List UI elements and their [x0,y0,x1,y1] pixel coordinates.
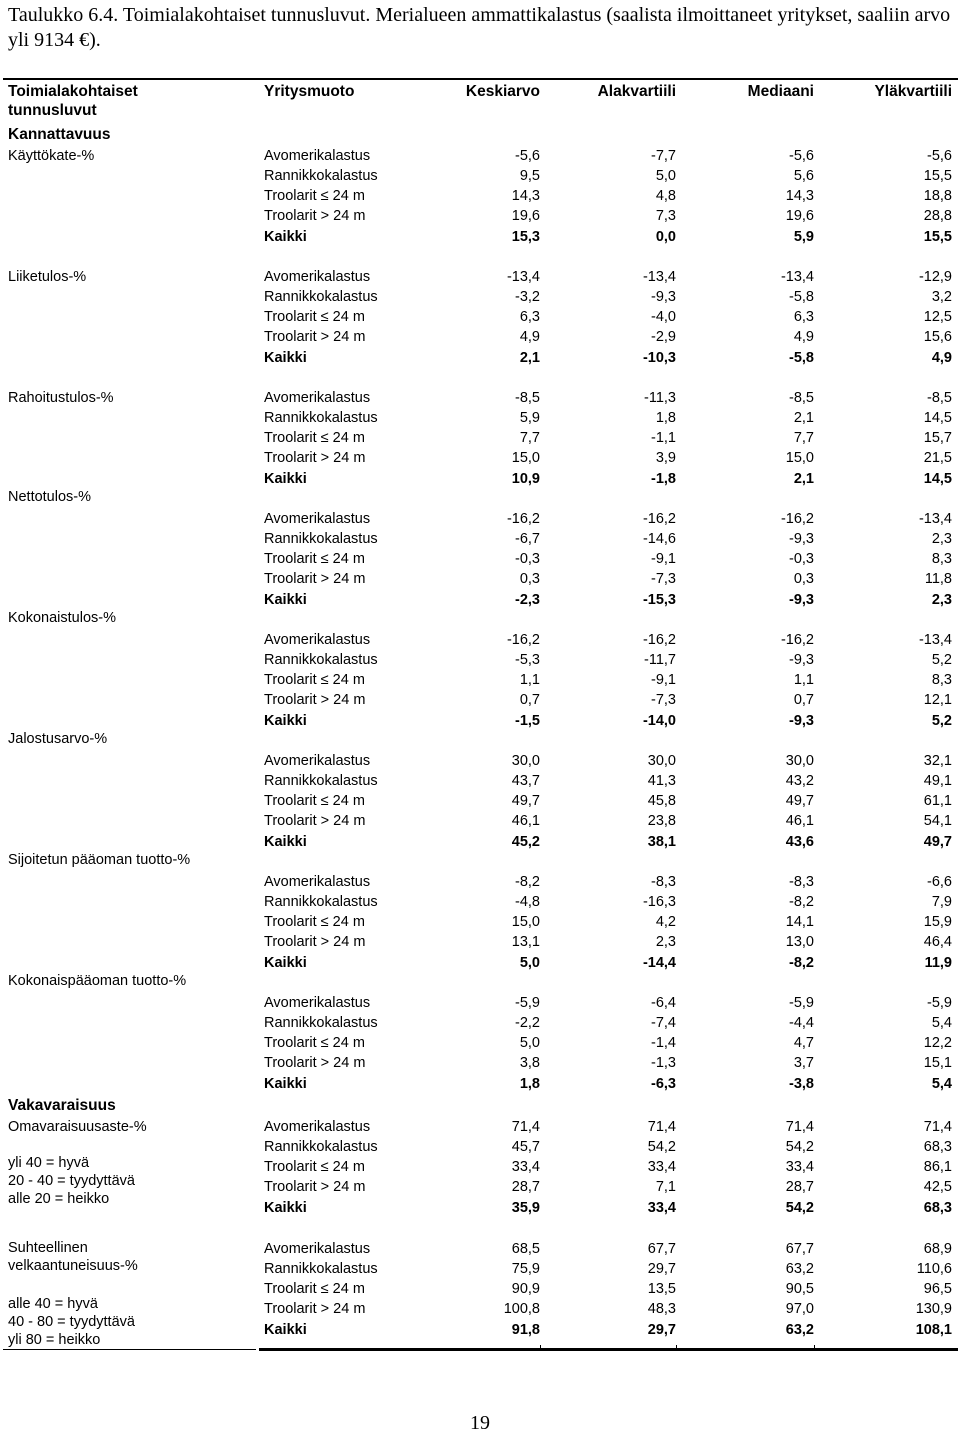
table-bottom-rule [259,1348,958,1351]
table-cell: 68,9 [923,1241,952,1257]
header-company-form: Yritysmuoto [264,83,355,100]
company-form-label: Troolarit ≤ 24 m [264,672,365,689]
table-cell: -4,0 [651,309,676,326]
table-cell: 3,7 [793,1055,814,1072]
table-cell: 14,5 [923,410,952,427]
table-cell: 71,4 [785,1119,814,1135]
table-cell: 90,9 [511,1281,540,1298]
column-tick [814,1345,815,1351]
table-cell: 38,1 [647,833,676,850]
table-cell: -1,4 [651,1035,676,1052]
company-form-label: Troolarit ≤ 24 m [264,1281,365,1298]
table-cell: -2,2 [515,1015,540,1032]
table-cell: 7,7 [519,430,540,447]
header-indicators: Toimialakohtaiset tunnusluvut [8,83,138,119]
company-form-label: Rannikkokalastus [264,894,378,911]
table-cell: 4,7 [793,1035,814,1052]
page-number: 19 [470,1412,490,1434]
table-cell: -8,3 [651,874,676,890]
table-cell: 41,3 [647,773,676,790]
table-cell: 8,3 [931,672,952,689]
company-form-label: Rannikkokalastus [264,1139,378,1156]
table-cell: 5,4 [931,1015,952,1032]
table-cell: 33,4 [511,1159,540,1176]
table-cell: -7,3 [651,571,676,588]
table-cell: 18,8 [923,188,952,205]
table-cell: -8,5 [927,390,952,406]
company-form-label: Troolarit ≤ 24 m [264,793,365,810]
table-cell: 9,5 [519,168,540,185]
table-cell: 13,0 [785,934,814,951]
table-cell: -5,9 [515,995,540,1011]
company-form-label: Troolarit ≤ 24 m [264,430,365,447]
table-cell: 0,0 [655,228,676,245]
company-form-label: Rannikkokalastus [264,773,378,790]
company-form-label: Troolarit > 24 m [264,1179,366,1196]
table-cell: 110,6 [916,1261,952,1278]
table-cell: 1,8 [519,1075,540,1092]
table-cell: -16,2 [780,632,814,648]
table-cell: 48,3 [647,1301,676,1318]
table-cell: 19,6 [785,208,814,225]
table-cell: 2,1 [793,410,814,427]
company-form-label: Avomerikalastus [264,148,371,164]
company-form-label: Troolarit > 24 m [264,934,366,951]
table-cell: 71,4 [923,1119,952,1135]
table-cell: -7,7 [651,148,676,164]
table-cell: -13,4 [506,269,540,285]
table-cell: 6,3 [519,309,540,326]
table-cell: -5,9 [927,995,952,1011]
table-cell: -1,1 [651,430,676,447]
threshold-note: 20 - 40 = tyydyttävä [8,1173,135,1189]
category-solvency: Vakavaraisuus [8,1097,116,1114]
company-form-label: Troolarit ≤ 24 m [264,188,365,205]
table-cell: -8,5 [515,390,540,406]
table-cell: -8,3 [789,874,814,890]
table-cell: 1,1 [793,672,814,689]
table-cell: 33,4 [785,1159,814,1176]
table-cell: -3,2 [515,289,540,306]
company-form-label: Avomerikalastus [264,874,371,890]
table-cell: 49,7 [785,793,814,810]
table-cell: -11,3 [644,390,676,406]
table-cell: 33,4 [647,1159,676,1176]
table-cell: 30,0 [511,753,540,769]
company-form-label: Avomerikalastus [264,632,371,648]
company-form-label: Troolarit > 24 m [264,571,366,588]
table-cell: -1,8 [651,470,676,487]
table-cell: 49,1 [923,773,952,790]
table-cell: 42,5 [923,1179,952,1196]
table-cell: 63,2 [785,1261,814,1278]
table-cell: 5,4 [931,1075,952,1092]
table-cell: -9,1 [651,672,676,689]
table-cell: -3,8 [789,1075,814,1092]
table-cell: 2,3 [655,934,676,951]
table-cell: 45,2 [511,833,540,850]
table-cell: 12,5 [923,309,952,326]
table-cell: 3,8 [519,1055,540,1072]
table-cell: 14,1 [785,914,814,931]
metric-label: Rahoitustulos-% [8,390,114,406]
company-form-label: Avomerikalastus [264,269,371,285]
company-form-label: Rannikkokalastus [264,1015,378,1032]
table-cell: -13,4 [918,511,952,527]
table-cell: -8,5 [789,390,814,406]
table-cell: -14,0 [642,712,676,729]
table-cell: 4,2 [655,914,676,931]
table-cell: 19,6 [511,208,540,225]
table-cell: -8,2 [515,874,540,890]
threshold-note: alle 40 = hyvä [8,1296,98,1312]
table-cell: 0,7 [793,692,814,709]
table-cell: -5,3 [515,652,540,669]
table-cell: 45,7 [511,1139,540,1156]
table-cell: 14,3 [785,188,814,205]
table-cell: -0,3 [789,551,814,568]
table-cell: 30,0 [785,753,814,769]
table-cell: 54,2 [785,1199,814,1216]
table-cell: 15,6 [923,329,952,346]
table-cell: 15,5 [923,168,952,185]
table-cell: 61,1 [923,793,952,810]
company-form-label: Avomerikalastus [264,390,371,406]
table-cell: -10,3 [642,349,676,366]
table-cell: -6,3 [651,1075,676,1092]
company-form-label: Avomerikalastus [264,1241,371,1257]
table-cell: 11,8 [924,571,952,588]
table-cell: 63,2 [785,1321,814,1338]
table-cell: 90,5 [785,1281,814,1298]
company-form-label: Rannikkokalastus [264,652,378,669]
table-cell: -15,3 [642,591,676,608]
metric-label: Omavaraisuusaste-% [8,1119,147,1135]
company-form-label: Troolarit ≤ 24 m [264,309,365,326]
company-form-label: Troolarit > 24 m [264,329,366,346]
company-form-label: Kaikki [264,228,307,245]
table-cell: 4,9 [931,349,952,366]
metric-label: Käyttökate-% [8,148,95,164]
table-cell: 67,7 [785,1241,814,1257]
table-cell: 5,0 [655,168,676,185]
table-cell: 5,9 [519,410,540,427]
table-cell: 54,2 [647,1139,676,1156]
company-form-label: Kaikki [264,954,307,971]
table-cell: 43,7 [511,773,540,790]
table-cell: 5,0 [519,1035,540,1052]
table-cell: -7,4 [651,1015,676,1032]
company-form-label: Troolarit > 24 m [264,692,366,709]
company-form-label: Troolarit ≤ 24 m [264,1159,365,1176]
company-form-label: Troolarit ≤ 24 m [264,551,365,568]
table-cell: 5,6 [793,168,814,185]
table-cell: -16,2 [506,511,540,527]
table-cell: 0,3 [519,571,540,588]
table-cell: 43,6 [785,833,814,850]
table-cell: 13,1 [511,934,540,951]
table-cell: -7,3 [651,692,676,709]
company-form-label: Kaikki [264,712,307,729]
metric-label: Kokonaispääoman tuotto-% [8,973,187,989]
table-cell: 15,1 [923,1055,952,1072]
table-cell: 71,4 [511,1119,540,1135]
table-cell: 68,5 [511,1241,540,1257]
table-cell: 15,0 [785,450,814,467]
table-cell: 45,8 [647,793,676,810]
company-form-label: Avomerikalastus [264,753,371,769]
company-form-label: Rannikkokalastus [264,410,378,427]
table-cell: 71,4 [647,1119,676,1135]
table-cell: 15,7 [923,430,952,447]
table-cell: 7,3 [655,208,676,225]
table-cell: -1,3 [651,1055,676,1072]
header-upper-quartile: Yläkvartiili [874,83,952,100]
table-cell: 49,7 [923,833,952,850]
table-cell: -14,4 [642,954,676,971]
table-cell: 1,8 [655,410,676,427]
table-cell: -16,3 [642,894,676,911]
table-cell: 130,9 [915,1301,952,1318]
table-cell: 30,0 [647,753,676,769]
table-cell: -5,8 [789,289,814,306]
company-form-label: Avomerikalastus [264,511,371,527]
table-cell: 75,9 [511,1261,540,1278]
first-column-bottom-rule [3,1349,256,1350]
column-tick [540,1345,541,1351]
company-form-label: Kaikki [264,1075,307,1092]
table-cell: 68,3 [923,1199,952,1216]
table-cell: 54,2 [785,1139,814,1156]
table-cell: 2,3 [931,531,952,548]
table-cell: 21,5 [923,450,952,467]
company-form-label: Rannikkokalastus [264,289,378,306]
threshold-note: yli 40 = hyvä [8,1155,90,1171]
metric-label: Kokonaistulos-% [8,610,116,626]
table-cell: 15,0 [511,450,540,467]
table-cell: 68,3 [923,1139,952,1156]
header-median: Mediaani [747,83,814,100]
table-cell: 49,7 [511,793,540,810]
table-cell: 11,9 [924,954,952,971]
table-cell: 96,5 [923,1281,952,1298]
table-cell: -2,9 [651,329,676,346]
table-cell: 4,9 [519,329,540,346]
table-cell: -9,3 [789,652,814,669]
table-cell: -9,3 [789,591,814,608]
table-cell: 6,3 [793,309,814,326]
table-cell: 3,9 [655,450,676,467]
company-form-label: Avomerikalastus [264,1119,371,1135]
table-cell: 5,0 [519,954,540,971]
table-cell: -13,4 [642,269,676,285]
metric-label: Suhteellinen velkaantuneisuus-% [8,1240,138,1274]
table-cell: 100,8 [503,1301,540,1318]
column-tick [676,1345,677,1351]
table-cell: 46,1 [785,813,814,830]
table-cell: -11,7 [644,652,676,669]
table-cell: 15,5 [923,228,952,245]
header-mean: Keskiarvo [465,83,540,100]
threshold-note: alle 20 = heikko [8,1191,110,1207]
table-cell: 108,1 [915,1321,952,1338]
table-cell: -9,3 [789,531,814,548]
table-cell: 14,5 [923,470,952,487]
company-form-label: Troolarit > 24 m [264,813,366,830]
table-cell: 28,7 [785,1179,814,1196]
threshold-note: yli 80 = heikko [8,1332,101,1348]
header-lower-quartile: Alakvartiili [597,83,676,100]
table-cell: 7,7 [793,430,814,447]
table-cell: -0,3 [515,551,540,568]
table-cell: 7,1 [655,1179,676,1196]
table-cell: -6,6 [927,874,952,890]
table-cell: -13,4 [780,269,814,285]
company-form-label: Troolarit > 24 m [264,1301,366,1318]
table-cell: -16,2 [642,511,676,527]
table-cell: 32,1 [923,753,952,769]
table-caption: Taulukko 6.4. Toimialakohtaiset tunnusluvut. Merialueen ammattikalastus (saalista ilmoittaneet yritykset, saaliin arvo yli 9134 €). [8,4,951,51]
table-cell: -2,3 [515,591,540,608]
table-cell: 2,1 [519,349,540,366]
metric-label: Nettotulos-% [8,489,92,505]
table-cell: 2,3 [931,591,952,608]
table-cell: 28,8 [923,208,952,225]
table-cell: -6,4 [651,995,676,1011]
table-cell: 86,1 [923,1159,952,1176]
table-cell: -4,4 [789,1015,814,1032]
table-cell: -16,2 [780,511,814,527]
table-cell: 1,1 [519,672,540,689]
table-cell: 97,0 [785,1301,814,1318]
company-form-label: Kaikki [264,349,307,366]
table-cell: 46,1 [511,813,540,830]
table-cell: 28,7 [511,1179,540,1196]
category-profitability: Kannattavuus [8,126,111,143]
table-cell: 13,5 [647,1281,676,1298]
table-cell: 5,9 [793,228,814,245]
company-form-label: Troolarit > 24 m [264,208,366,225]
table-cell: -8,2 [789,954,814,971]
company-form-label: Kaikki [264,1321,307,1338]
table-cell: -12,9 [918,269,952,285]
table-cell: -5,6 [515,148,540,164]
threshold-note: 40 - 80 = tyydyttävä [8,1314,135,1330]
table-cell: 33,4 [647,1199,676,1216]
table-cell: 14,3 [511,188,540,205]
table-cell: -16,2 [506,632,540,648]
table-cell: 5,2 [931,712,952,729]
table-cell: 15,3 [511,228,540,245]
table-cell: 35,9 [511,1199,540,1216]
table-cell: 12,1 [923,692,952,709]
table-cell: -8,2 [789,894,814,911]
company-form-label: Troolarit > 24 m [264,1055,366,1072]
company-form-label: Kaikki [264,591,307,608]
metric-label: Liiketulos-% [8,269,87,285]
table-cell: 91,8 [511,1321,540,1338]
company-form-label: Troolarit > 24 m [264,450,366,467]
table-cell: 29,7 [647,1321,676,1338]
table-cell: -4,8 [515,894,540,911]
table-cell: 15,9 [923,914,952,931]
table-cell: -14,6 [642,531,676,548]
table-cell: 54,1 [923,813,952,830]
table-cell: -5,6 [927,148,952,164]
table-cell: 7,9 [931,894,952,911]
table-cell: 67,7 [647,1241,676,1257]
table-cell: 4,8 [655,188,676,205]
table-cell: 4,9 [793,329,814,346]
metric-label: Jalostusarvo-% [8,731,108,747]
table-cell: 0,3 [793,571,814,588]
table-cell: 15,0 [511,914,540,931]
table-cell: -5,6 [789,148,814,164]
table-cell: -1,5 [515,712,540,729]
table-cell: 2,1 [793,470,814,487]
company-form-label: Avomerikalastus [264,995,371,1011]
table-cell: 0,7 [519,692,540,709]
table-cell: 3,2 [931,289,952,306]
table-cell: -5,9 [789,995,814,1011]
company-form-label: Troolarit ≤ 24 m [264,1035,365,1052]
company-form-label: Kaikki [264,833,307,850]
table-cell: -16,2 [642,632,676,648]
table-cell: 10,9 [511,470,540,487]
table-cell: 43,2 [785,773,814,790]
table-cell: 23,8 [647,813,676,830]
table-cell: -6,7 [515,531,540,548]
company-form-label: Troolarit ≤ 24 m [264,914,365,931]
company-form-label: Kaikki [264,470,307,487]
company-form-label: Kaikki [264,1199,307,1216]
table-cell: -5,8 [789,349,814,366]
company-form-label: Rannikkokalastus [264,531,378,548]
company-form-label: Rannikkokalastus [264,1261,378,1278]
table-cell: 46,4 [923,934,952,951]
table-cell: -9,1 [651,551,676,568]
company-form-label: Rannikkokalastus [264,168,378,185]
table-cell: 29,7 [647,1261,676,1278]
table-cell: -9,3 [789,712,814,729]
header-top-rule [3,78,958,80]
table-cell: 8,3 [931,551,952,568]
table-cell: 12,2 [923,1035,952,1052]
metric-label: Sijoitetun pääoman tuotto-% [8,852,191,868]
table-cell: 5,2 [931,652,952,669]
table-cell: -13,4 [918,632,952,648]
table-cell: -9,3 [651,289,676,306]
